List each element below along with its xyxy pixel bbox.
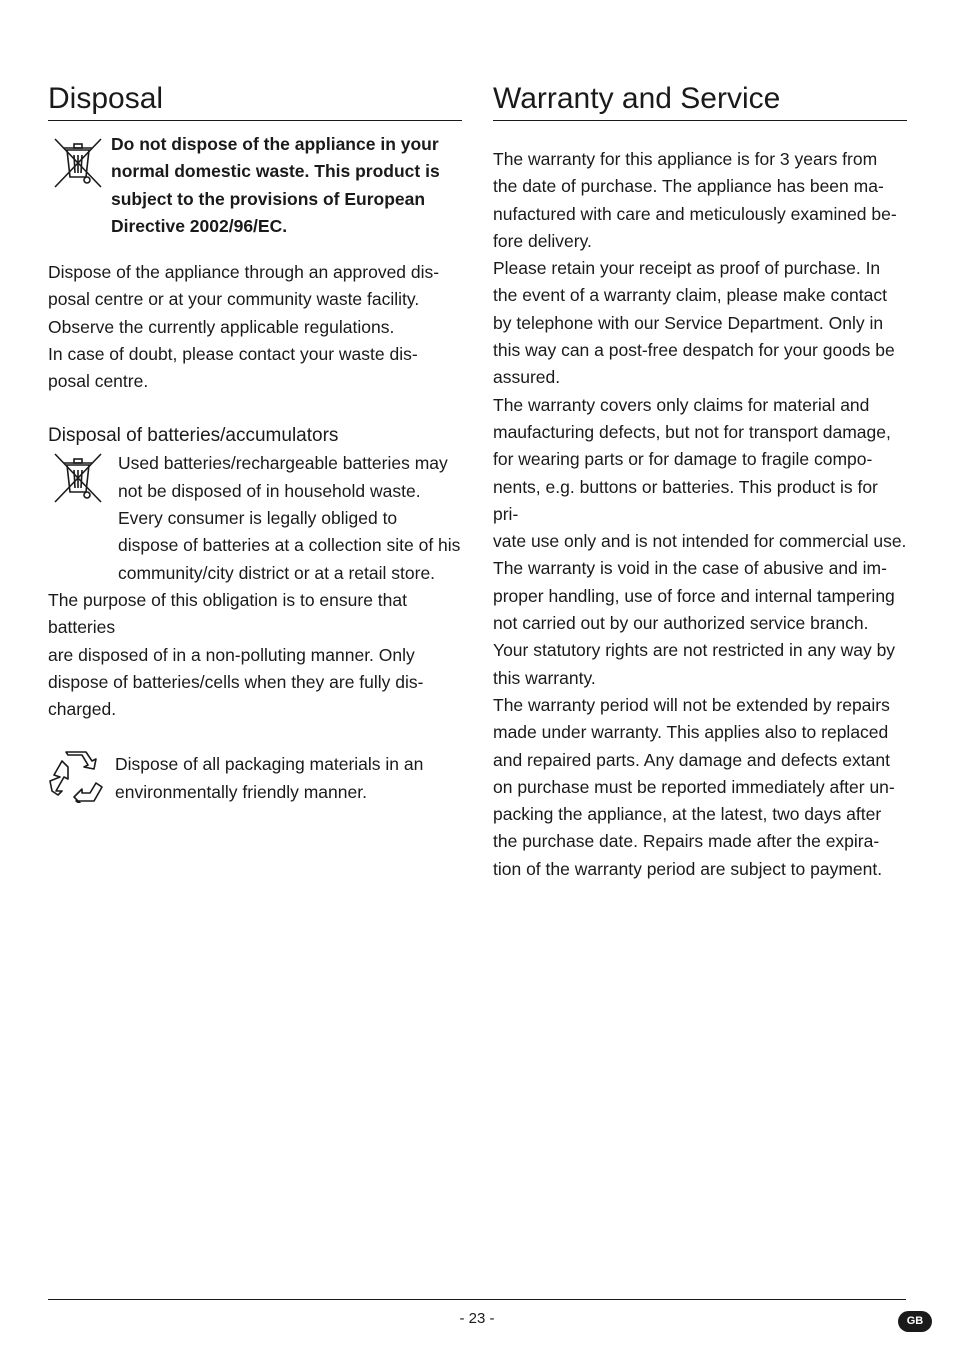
appliance-warning <box>48 131 462 241</box>
language-badge: GB <box>898 1311 932 1332</box>
warranty-text: The warranty for this appliance is for 3 years from the date of purchase. The appliance has been ma- nufactured with care and meticulously examined be- fore delivery. Please retain your receipt as proof of purchase. In the event of a warranty claim, please make contact by telephone with our Service Department. Only in this way can a post-free despatch for your goods be assured. The warranty covers only claims for material and maufacturing defects, but not for transport damage, for wearing parts or for damage to fragile compo- nents, e.g. buttons or batteries. This product is for pri- vate use only and is not intended for commercial use. The warranty is void in the case of abusive and im- proper handling, use of force and internal tampering not carried out by our authorized service branch. Your statutory rights are not restricted in any way by this warranty. The warranty period will not be extended by repairs made under warranty. This applies also to replaced and repaired parts. Any damage and defects extant on purchase must be reported immediately after un- packing the appliance, at the latest, two days after the purchase date. Repairs made after the expira- tion of the warranty period are subject to payment. <box>493 149 907 879</box>
batteries-paragraph: The purpose of this obligation is to ensure that batteries are disposed of in a non-polluting manner. Only dispose of batteries/cells when they are fully dis- charged. <box>48 589 424 720</box>
appliance-warning-text: Do not dispose of the appliance in your normal domestic waste. This product is subject to the provisions of European Directive 2002/96/EC. <box>111 134 440 236</box>
packaging-notice <box>48 751 462 806</box>
crossed-bin-icon <box>52 452 104 504</box>
disposal-column <box>48 80 462 806</box>
page-number: - 23 - <box>459 1310 495 1327</box>
crossed-bin-icon <box>52 137 104 189</box>
footer-divider <box>48 1299 906 1300</box>
batteries-notice-text: Used batteries/rechargeable batteries may not be disposed of in household waste. Every consumer is legally obliged to dispose of batteries at a collection site of his community/city district or at a retail store. <box>118 453 461 583</box>
warranty-column <box>493 80 907 883</box>
disposal-paragraph: Dispose of the appliance through an approved dis- posal centre or at your community waste facility. Observe the currently applicable regulations. In case of doubt, please contact your waste dis- posal centre. <box>48 262 440 392</box>
warranty-title: Warranty and Service <box>493 80 907 121</box>
disposal-title: Disposal <box>48 80 462 121</box>
batteries-heading: Disposal of batteries/accumulators <box>48 425 339 447</box>
recycle-icon <box>48 751 104 803</box>
batteries-notice <box>48 450 462 586</box>
packaging-notice-text: Dispose of all packaging materials in an environmentally friendly manner. <box>115 754 424 802</box>
